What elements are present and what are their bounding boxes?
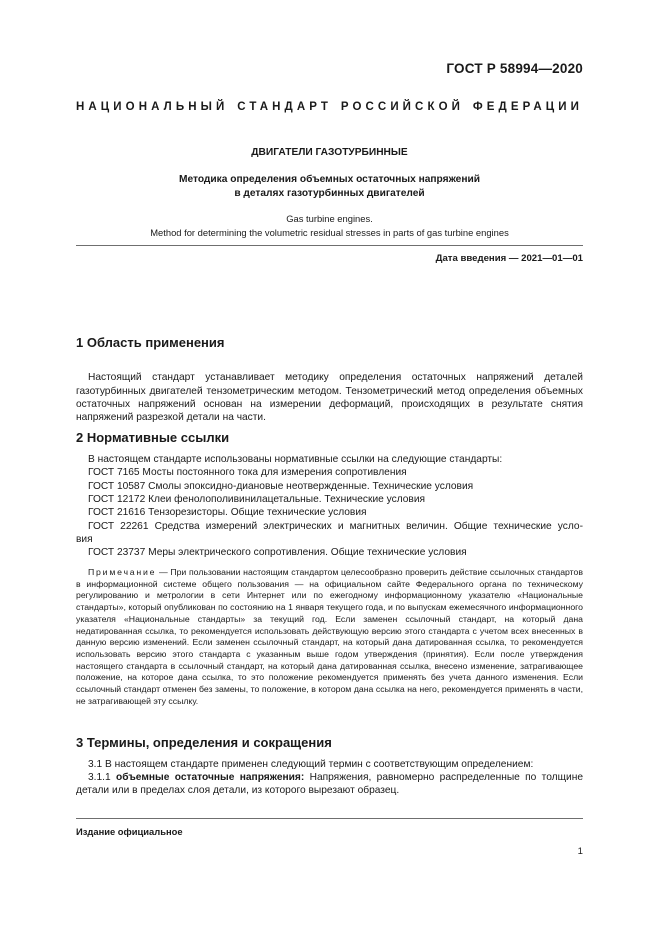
gost-code: ГОСТ Р 58994—2020 [446,61,583,76]
term-definition: Напряжения, равномерно распределенные по толщине детали или в пределах слоя детали, из которого вырезают образец. [76,772,583,797]
section-1-paragraph: Настоящий стандарт устанавливает методику определения остаточных напряжений деталей газотурбинных двигателей тензометрическим методом. Тензометрический метод определения объемных остаточных напряжений основан на измерении деформаций, происходящих в результате снятия напряжений разрезкой детали на части. [76,372,583,424]
ref-item: ГОСТ 10587 Смолы эпоксидно-диановые неотвержденные. Технические условия [88,481,474,492]
section-3-p1: 3.1 В настоящем стандарте применен следующий термин с соответствующим определением: [88,759,534,770]
english-title-line-1: Gas turbine engines. [286,213,373,224]
note-label: Примечание [88,567,157,577]
national-standard-banner: НАЦИОНАЛЬНЫЙ СТАНДАРТ РОССИЙСКОЙ ФЕДЕРАЦИИ [76,101,583,113]
document-title: ДВИГАТЕЛИ ГАЗОТУРБИННЫЕ [251,147,408,158]
subtitle-line-1: Методика определения объемных остаточных напряжений [178,174,481,185]
english-title [76,212,583,239]
ref-item-continuation: вия [76,534,93,545]
term-number: 3.1.1 [88,772,116,783]
note-text: — При пользовании настоящим стандартом целесообразно проверить действие ссылочных стандартов в информационной системе общего пользования — на официальном сайте Федерального органа по техническому регулированию и метрологии в сети Интернет или по ежегодному информационному указателю «Национальные стандарты», который опубликован по состоянию на 1 января текущего года, и по выпускам ежемесячного информационного указателя «Национальные стандарты» за текущий год. Если заменен ссылочный стандарт, на который дана недатированная ссылка, то рекомендуется использовать действующую версию этого стандарта с учетом всех внесенных в данную версию изменений. Если заменен ссылочный стандарт, на который дана датированная ссылка, то рекомендуется использовать версию этого стандарта с указанным выше годом утверждения (принятия). Если после утверждения настоящего стандарта в ссылочный стандарт, на который дана датированная ссылка, внесено изменение, затрагивающее положение, на которое дана ссылка, то это положение рекомендуется применять без учета данного изменения. Если ссылочный стандарт отменен без замены, то положение, в котором дана ссылка на него, рекомендуется применять в части, не затрагивающей эту ссылку. [76,567,583,706]
ref-item: ГОСТ 22261 Средства измерений электрических и магнитных величин. Общие технические усло- [88,521,583,532]
section-2-heading: 2 Нормативные ссылки [76,430,230,445]
edition-label: Издание официальное [76,826,183,837]
footer-divider [76,818,583,819]
section-1-heading: 1 Область применения [76,335,225,350]
ref-item: ГОСТ 23737 Меры электрического сопротивления. Общие технические условия [88,547,467,558]
header-divider [76,245,583,246]
section-2-intro: В настоящем стандарте использованы нормативные ссылки на следующие стандарты: [88,454,503,465]
term-name: объемные остаточные напряжения: [116,772,305,783]
ref-item: ГОСТ 7165 Мосты постоянного тока для измерения сопротивления [88,467,407,478]
section-3-p2 [76,771,583,798]
note-block [76,567,583,707]
document-subtitle [76,173,583,200]
section-1-text [76,358,583,424]
english-title-line-2: Method for determining the volumetric residual stresses in parts of gas turbine engines [150,226,509,238]
section-3-heading: 3 Термины, определения и сокращения [76,735,332,750]
ref-item: ГОСТ 21616 Тензорезисторы. Общие технические условия [88,507,367,518]
introduction-date: Дата введения — 2021—01—01 [435,253,583,264]
ref-item: ГОСТ 12172 Клеи фенолополивинилацетальные. Технические условия [88,494,426,505]
subtitle-line-2: в деталях газотурбинных двигателей [234,187,425,199]
page-number: 1 [577,846,583,857]
